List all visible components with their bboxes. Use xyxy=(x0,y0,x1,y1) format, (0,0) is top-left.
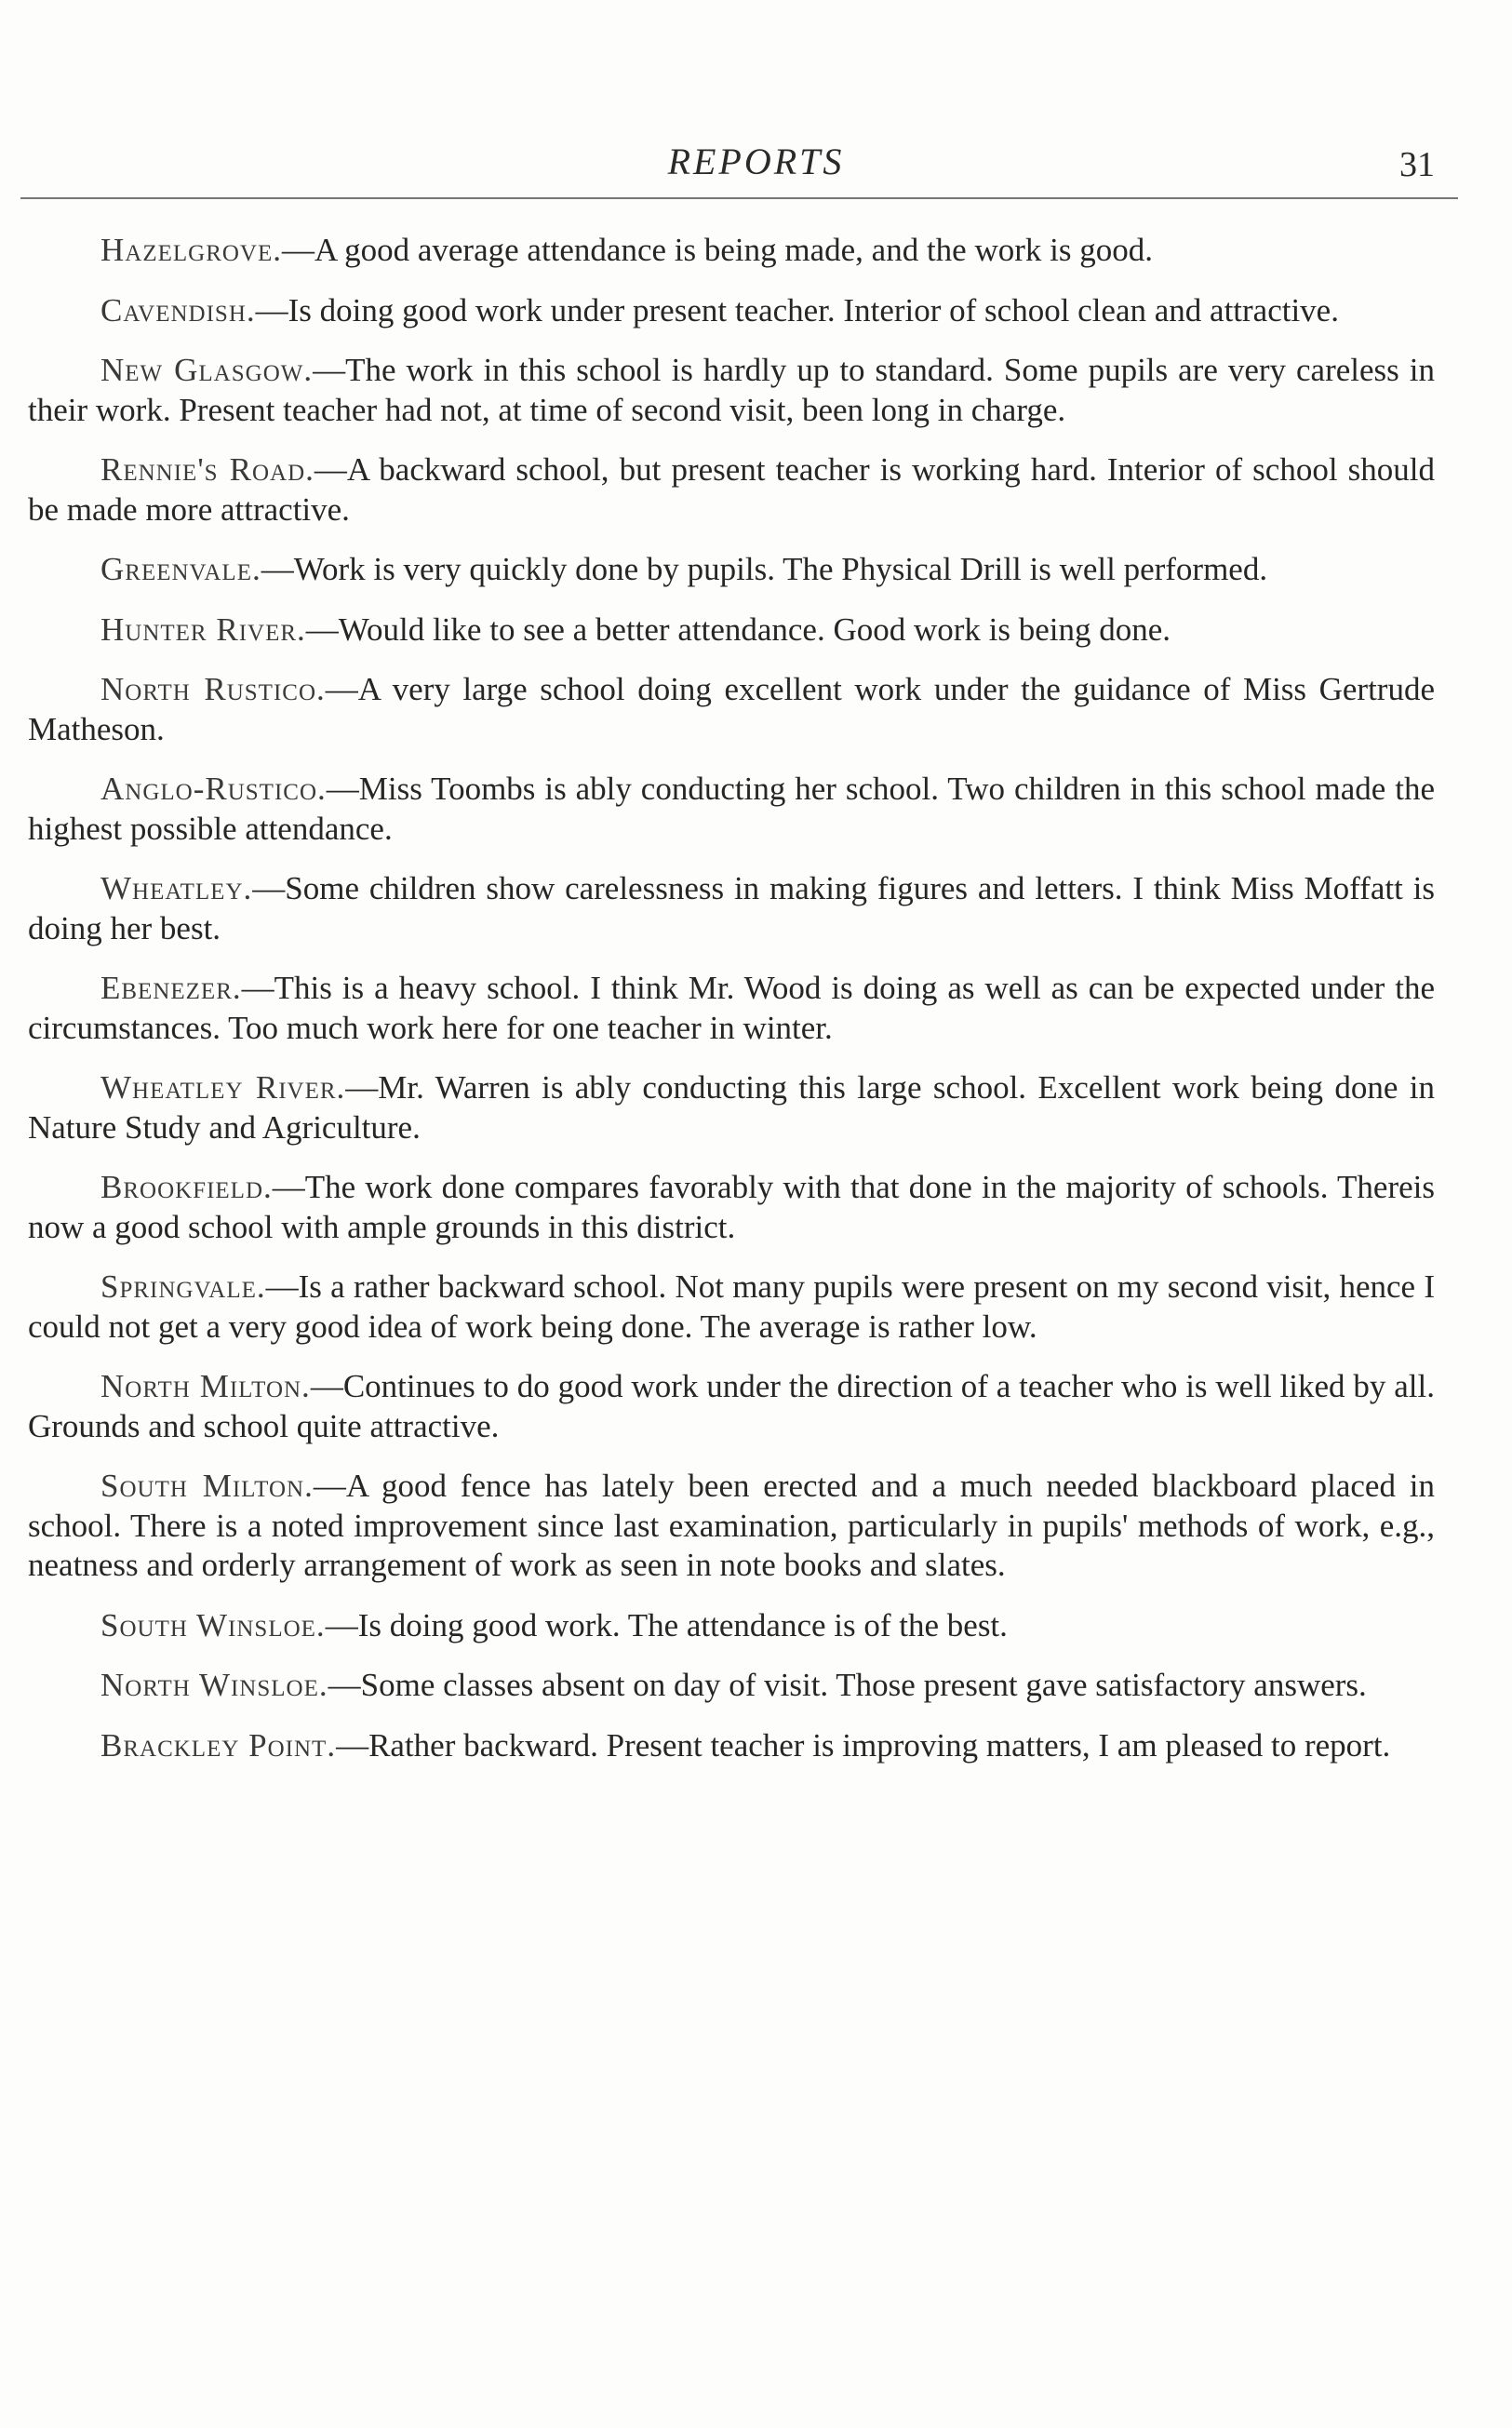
report-entry xyxy=(28,450,1435,530)
school-name: Greenvale. xyxy=(100,551,261,587)
report-text: —Mr. Warren is ably conducting this large school. Excellent work being done in Nature Study and Agriculture. xyxy=(28,1069,1435,1146)
report-entry xyxy=(28,1068,1435,1147)
report-entry xyxy=(28,550,1435,590)
school-name: North Winsloe. xyxy=(100,1667,328,1703)
school-name: South Winsloe. xyxy=(100,1606,326,1643)
report-text: —Is doing good work. The attendance is of the best. xyxy=(325,1606,1008,1643)
report-entry xyxy=(28,610,1435,651)
page-number: 31 xyxy=(1399,145,1435,184)
report-text: —A good fence has lately been erected and a much needed blackboard placed in school. There is a noted improvement since last examination, particularly in pupils' methods of work, e.g., neatness and orderly arrangement of work as seen in note books and slates. xyxy=(28,1468,1436,1583)
report-entry xyxy=(28,969,1435,1048)
report-entry xyxy=(28,1726,1435,1766)
school-name: North Milton. xyxy=(100,1368,311,1404)
school-name: Wheatley River. xyxy=(100,1069,346,1106)
report-text: —Is a rather backward school. Not many pupils were present on my second visit, hence I could not get a very good idea of work being done. The average is rather low. xyxy=(28,1268,1435,1345)
school-name: Anglo-Rustico. xyxy=(100,771,327,807)
page-header xyxy=(0,140,1512,195)
report-entry xyxy=(28,1467,1435,1586)
school-name: Wheatley. xyxy=(100,870,253,906)
school-name: Hunter River. xyxy=(100,610,306,648)
report-entry xyxy=(28,670,1435,749)
report-entry xyxy=(28,1268,1435,1347)
report-text: —Some children show carelessness in making figures and letters. I think Miss Moffatt is doing her best. xyxy=(28,870,1435,946)
school-name: Brackley Point. xyxy=(100,1726,337,1764)
school-name: Hazelgrove. xyxy=(100,232,283,268)
report-text: —This is a heavy school. I think Mr. Wood is doing as well as can be expected under the circumstances. Too much work here for one teacher in winter. xyxy=(28,970,1435,1046)
report-entry xyxy=(28,869,1435,948)
report-text: —Rather backward. Present teacher is improving matters, I am pleased to report. xyxy=(336,1726,1391,1764)
report-text: —A backward school, but present teacher is working hard. Interior of school should be made more attractive. xyxy=(28,451,1435,528)
report-entry xyxy=(28,770,1435,849)
report-entry xyxy=(28,231,1435,271)
report-text: —The work done compares favorably with that done in the majority of schools. Thereis now a good school with ample grounds in this district. xyxy=(28,1169,1435,1245)
school-name: Cavendish. xyxy=(100,291,256,329)
school-name: Ebenezer. xyxy=(100,970,242,1006)
report-text: —A good average attendance is being made, and the work is good. xyxy=(282,232,1153,268)
report-text: —Is doing good work under present teacher. Interior of school clean and attractive. xyxy=(255,291,1339,329)
running-title: REPORTS xyxy=(667,141,845,182)
report-entry xyxy=(28,1168,1435,1247)
report-text: —Some classes absent on day of visit. Those present gave satisfactory answers. xyxy=(328,1667,1367,1703)
school-name: New Glasgow. xyxy=(100,352,314,388)
school-name: South Milton. xyxy=(100,1468,314,1504)
header-rule xyxy=(20,197,1458,199)
school-name: North Rustico. xyxy=(100,671,326,707)
school-name: Springvale. xyxy=(100,1268,266,1305)
report-entry xyxy=(28,351,1435,430)
school-name: Brookfield. xyxy=(100,1169,273,1205)
report-text: —Miss Toombs is ably conducting her school. Two children in this school made the highest possible attendance. xyxy=(28,771,1435,847)
school-name: Rennie's Road. xyxy=(100,451,314,488)
report-text: —Would like to see a better attendance. Good work is being done. xyxy=(305,610,1171,648)
report-text: —Continues to do good work under the direction of a teacher who is well liked by all. Grounds and school quite attractive. xyxy=(28,1368,1435,1444)
report-entry xyxy=(28,1367,1435,1446)
report-text: —A very large school doing excellent work under the guidance of Miss Gertrude Matheson. xyxy=(28,671,1435,747)
report-entry xyxy=(28,1606,1435,1646)
report-text: —The work in this school is hardly up to standard. Some pupils are very careless in their work. Present teacher had not, at time of second visit, been long in charge. xyxy=(28,352,1436,428)
report-text: —Work is very quickly done by pupils. The Physical Drill is well performed. xyxy=(261,551,1268,587)
report-entry xyxy=(28,291,1435,331)
report-entries xyxy=(28,231,1435,1786)
report-entry xyxy=(28,1666,1435,1706)
